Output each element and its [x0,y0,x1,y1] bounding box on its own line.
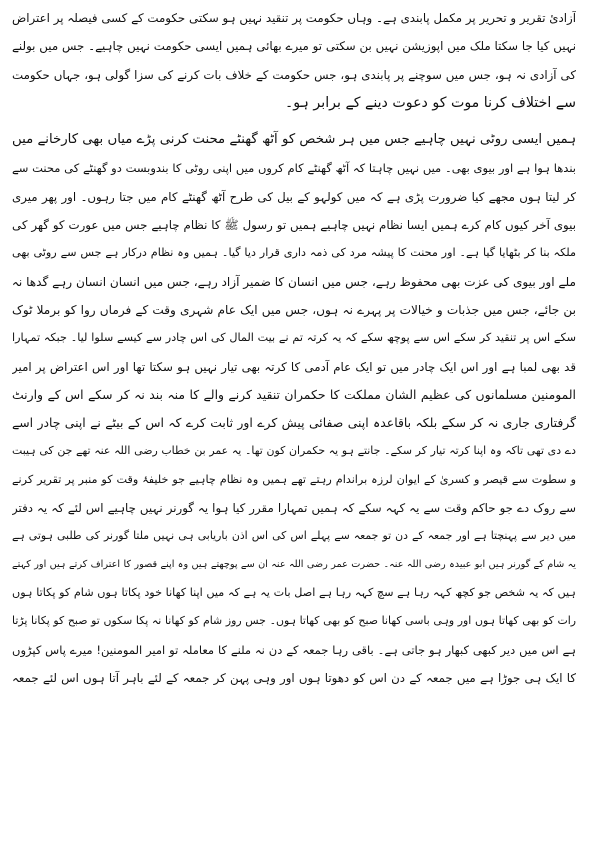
text-line: بیوی آخر کیوں کام کرے ہمیں ایسا نظام نہیں چاہیے ہمیں تو رسول ﷺ کا نظام چاہیے جس میں عورت کو گھر کی [12,218,576,233]
text-line: ہے اس میں دیر کبھی کبھار ہو جاتی ہے۔ باقی رہا جمعہ کے دن نہ ملنے کا معاملہ تو امیر المومنین! میرے پاس کپڑوں [12,642,576,657]
text-line: المومنین مسلمانوں کی عظیم الشان مملکت کا حکمران تنقید کرنے والے کا منہ بند نہ کر سکے اس کے وارنٹ [12,386,576,402]
text-line: کا ایک ہی جوڑا ہے میں جمعہ کے دن اس کو دھوتا ہوں اور وہی پہن کر جمعہ کے لئے باہر آتا ہوں اس لئے جمعہ [12,670,576,685]
text-line: یہ شام کے گورنر ہیں ابو عبیدہ رضی اللہ عنہ۔ حضرت عمر رضی اللہ عنہ ان سے پوچھتے ہیں وہ اپنے قصور کا اعتراف کرتے ہیں اور کہتے [12,558,576,570]
text-line: ملکہ بنا کر بٹھایا گیا ہے۔ اور محنت کا پیشہ مرد کی ذمہ داری قرار دیا گیا۔ ہمیں وہ نظام درکار ہے جس سے روٹی بھی [12,246,576,260]
text-line: و سطوت سے قیصر و کسریٰ کے ایوان لرزہ براندام رہتے تھے ہمیں وہ نظام چاہیے جو خلیفۂ وقت کو منبر پر تقریر کرنے [12,472,576,486]
text-line: گرفتاری جاری نہ کر سکے بلکہ باقاعدہ اپنی صفائی پیش کرے اور ثابت کرے کہ اس کے بیٹے نے اپنی چادر اسے [12,415,576,431]
text-line: بندھا ہوا ہے اور بیوی بھی۔ میں نہیں چاہتا کہ آٹھ گھنٹے کام کروں میں اپنی روٹی کا بندوبست دو گھنٹے کی محنت سے [12,161,576,176]
text-line: میں دیر سے پہنچتا ہے اور جمعہ کے دن تو جمعہ سے پہلے اس کی اس اذن باریابی ہی نہیں ملتا گورنر کی طلبی ہوتی ہے [12,529,576,543]
text-line: سے اختلاف کرنا موت کو دعوت دینے کے برابر ہو۔ [284,94,576,111]
text-line: ہمیں ایسی روٹی نہیں چاہیے جس میں ہر شخص کو آٹھ گھنٹے محنت کرنی پڑے میاں بھی کارخانے میں [12,132,576,148]
text-line: ہیں کہ یہ شخص جو کچھ کہہ رہا ہے سچ کہہ رہا ہے اصل بات یہ ہے کہ میں اپنا کھانا خود پکاتا ہوں شام کو پکاتا ہوں [12,585,576,599]
text-line: کی آزادی نہ ہو، جس میں سوچنے پر پابندی ہو، جس حکومت کے خلاف بات کرنے کی سزا گولی ہو، جہاں حکومت [12,67,576,82]
text-line: دے دی تھی تاکہ وہ اپنا کرتہ تیار کر سکے۔ جانتے ہو یہ حکمران کون تھا۔ یہ عمر بن خطاب رضی اللہ عنہ تھے جن کی ہیبت [12,444,576,458]
text-line: سے روک دے جو حاکم وقت سے یہ کہہ سکے کہ ہمیں تمہارا مقرر کیا ہوا یہ گورنر نہیں چاہیے اس لئے کہ یہ دفتر [12,501,576,516]
text-line: ملے اور بیوی کی عزت بھی محفوظ رہے، جس میں انسان کا ضمیر آزاد رہے، جس میں انسان انسان رہے گدھا نہ [12,274,576,289]
text-line: آزادئ تقریر و تحریر پر مکمل پابندی ہے۔ وہاں حکومت پر تنقید نہیں ہو سکتی حکومت کے کسی فیصلہ پر اعتراض [12,11,576,25]
text-line: سکے اس پر تنقید کر سکے اس سے پوچھ سکے کہ یہ کرتہ تم نے بیت المال کی اس چادر سے کیسے سلوا لیا۔ جبکہ تمہارا [12,331,576,345]
paragraph-1 [12,4,576,117]
text-line: قد بھی لمبا ہے اور اس ایک چادر میں تو ایک عام آدمی کا کرتہ بھی تیار نہیں ہو سکتا تھا اور اس اعتراض پر امیر [12,359,576,374]
text-line: بن جائے، جس میں جذبات و خیالات پر پہرے نہ ہوں، جس میں ایک عام شہری وقت کے فرماں روا کو برملا ٹوک [12,302,576,317]
text-line: نہیں کیا جا سکتا ملک میں اپوزیشن نہیں بن سکتی تو میرے بھائی ہمیں ایسی حکومت نہیں چاہیے۔ جس میں بولنے [12,39,576,54]
text-line: کر لیتا ہوں مجھے کیا ضرورت پڑی ہے کہ میں کولہو کے بیل کی طرح آٹھ گھنٹے کام میں جتا رہوں۔ اور پھر میری [12,189,576,204]
paragraph-2 [12,126,576,692]
text-line: رات کو بھی کھاتا ہوں اور وہی باسی کھانا صبح کو بھی کھاتا ہوں۔ جس روز شام کو کھانا نہ پکا سکوں تو صبح کو پکانا پڑتا [12,614,576,628]
